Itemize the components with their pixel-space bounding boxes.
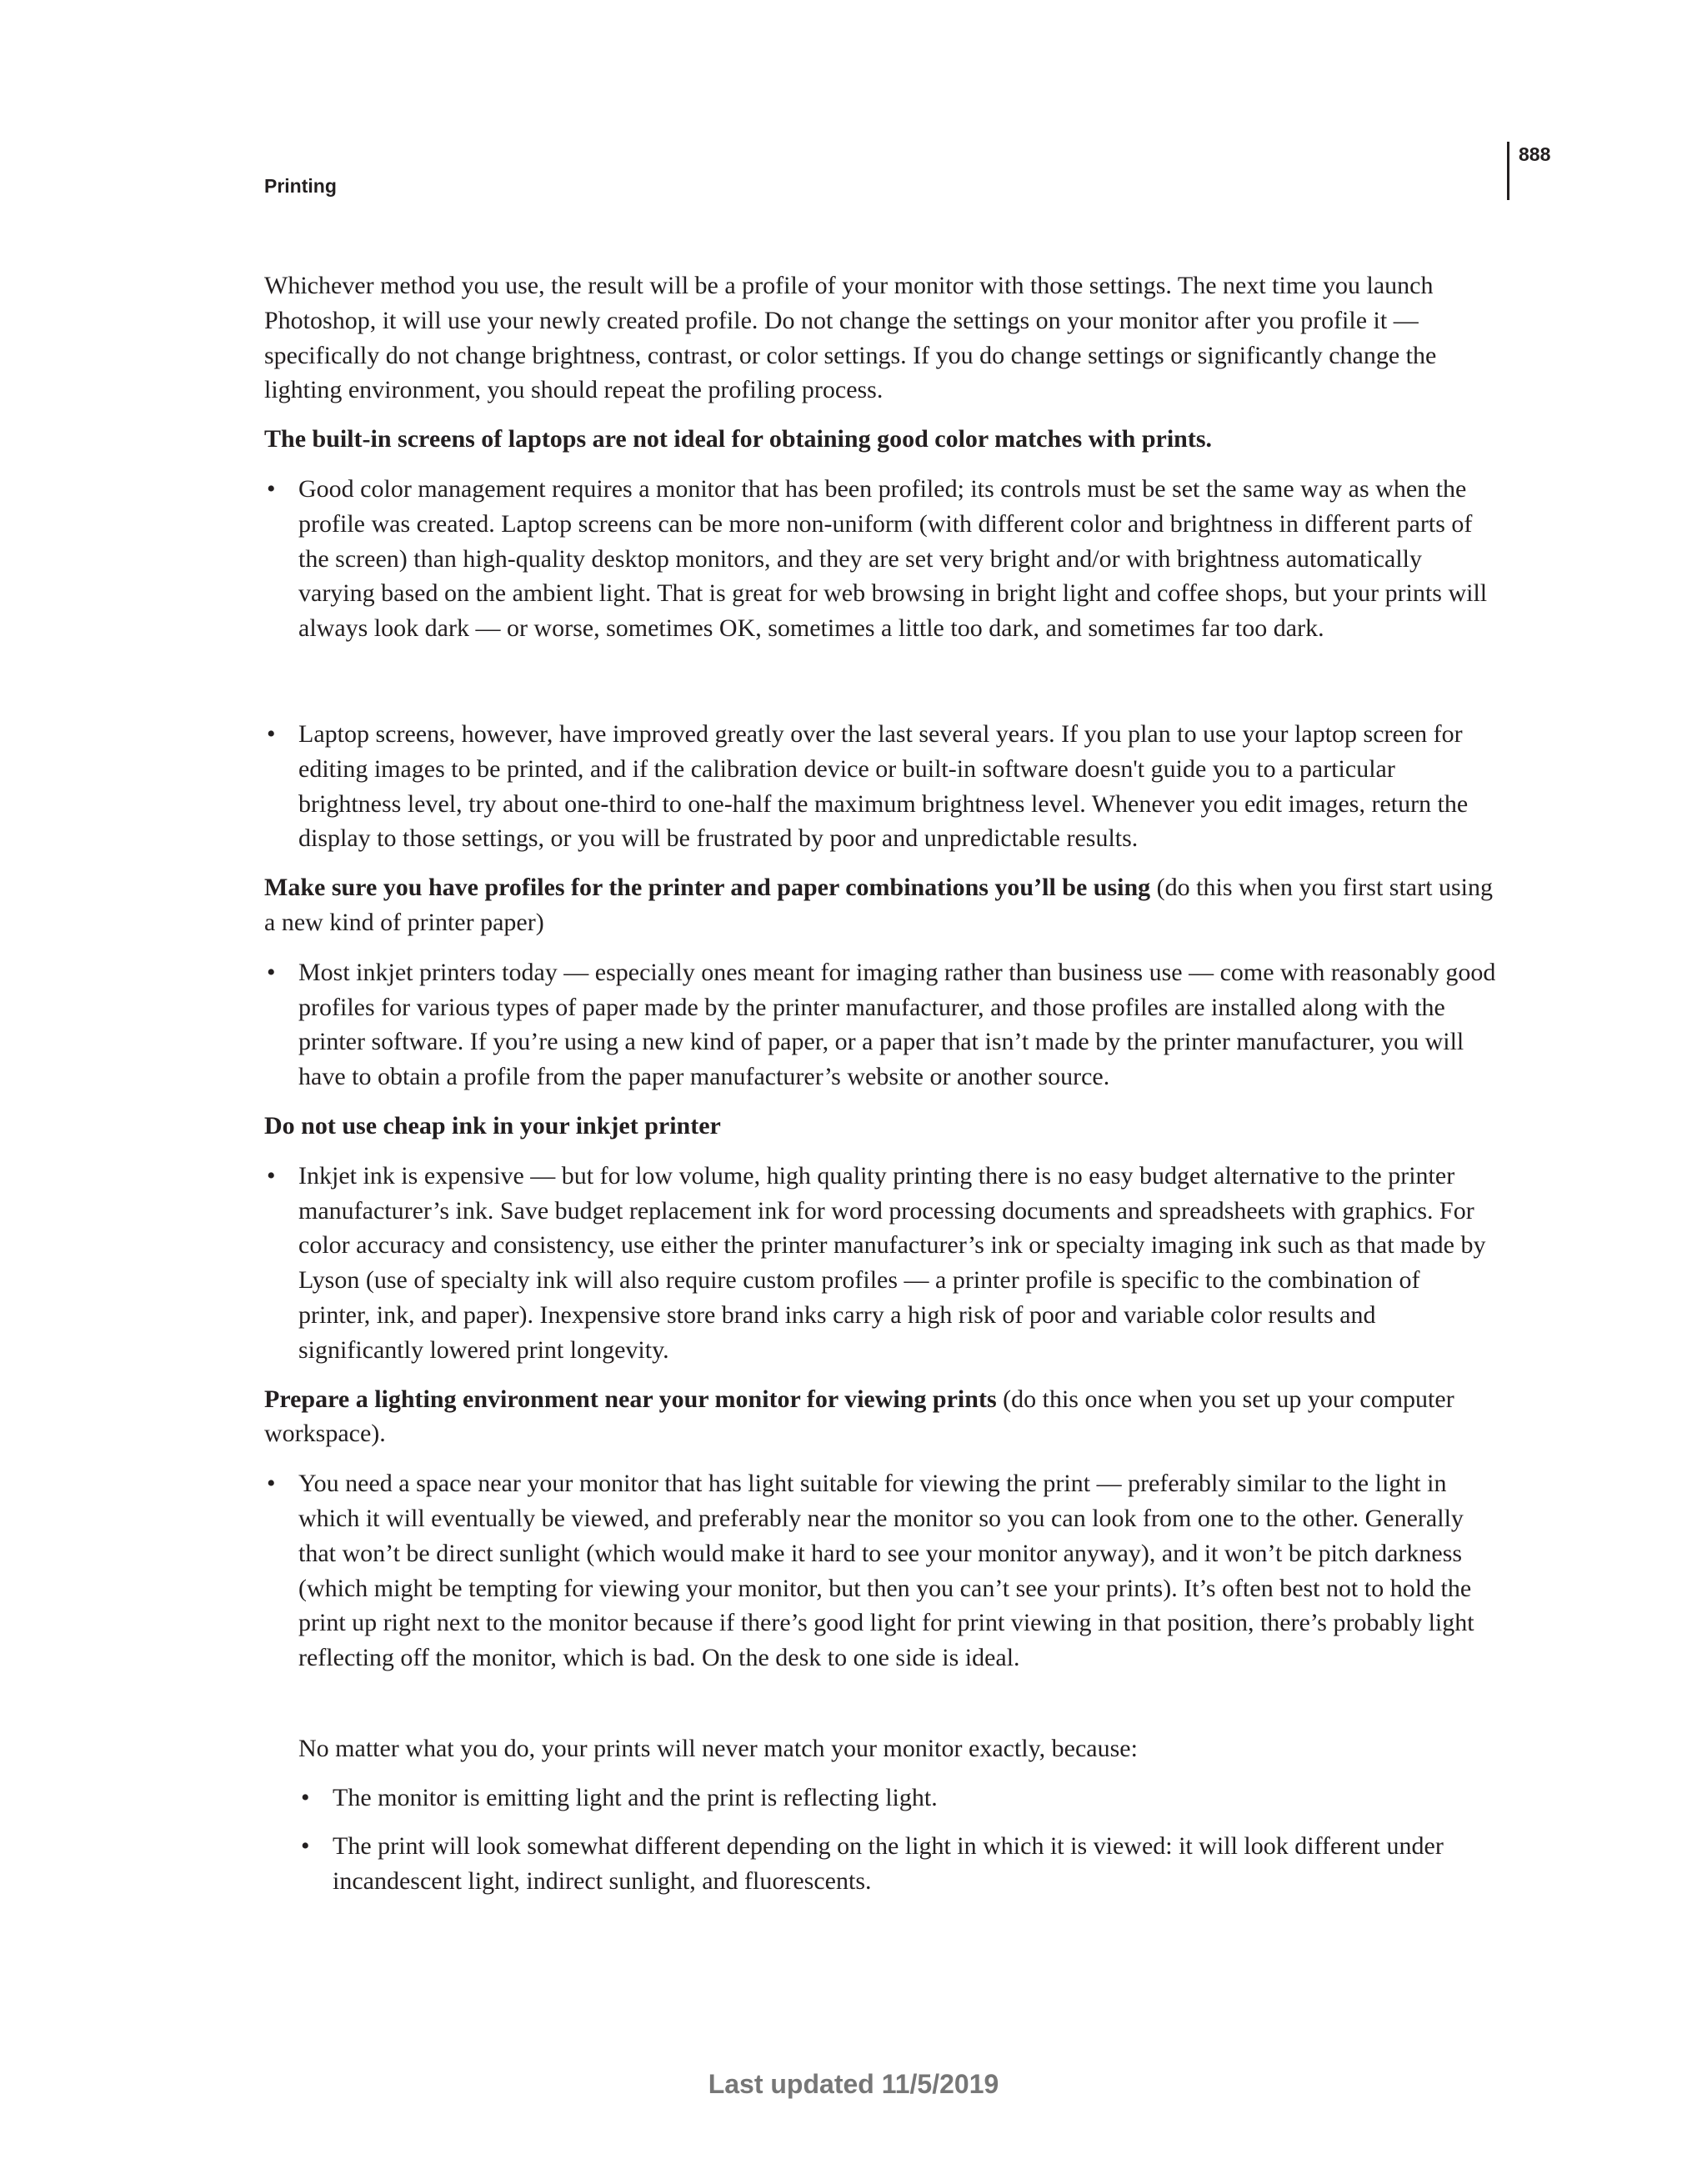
bullet-text: Most inkjet printers today — especially ones meant for imaging rather than business use — come with reasonably good profiles for various types of paper made by the printer manufacturer, and those profiles are installed along with the printer software. If you’re using a new kind of paper, or a paper that isn’t made by the printer manufacturer, you will have to obtain a profile from the paper manufacturer’s website or another source. (298, 958, 1496, 1091)
lighting-heading-bold: Prepare a lighting environment near your monitor for viewing prints (264, 1385, 997, 1413)
bullet-glyph: • (301, 1783, 310, 1811)
no-match-bullet-1 (298, 1781, 1498, 1816)
profiles-bullet (264, 955, 1498, 1095)
lighting-bullet (264, 1466, 1498, 1676)
ink-bullet (264, 1159, 1498, 1368)
laptops-bullet-1 (264, 472, 1498, 646)
bullet-glyph: • (267, 958, 276, 986)
laptops-heading: The built-in screens of laptops are not ideal for obtaining good color matches with prints. (264, 425, 1213, 453)
bullet-text: Inkjet ink is expensive — but for low volume, high quality printing there is no easy budget alternative to the printer manufacturer’s ink. Save budget replacement ink for word processing documents and spreadsheets with graphics. For color accuracy and consistency, use either the printer manufacturer’s ink or specialty imaging ink such as that made by Lyson (use of specialty ink will also require custom profiles — a printer profile is specific to the combination of printer, ink, and paper). Inexpensive store brand inks carry a high risk of poor and variable color results and significantly lowered print longevity. (298, 1161, 1486, 1364)
body-content (264, 268, 1498, 1913)
profiles-heading (264, 870, 1498, 940)
bullet-text: Laptop screens, however, have improved greatly over the last several years. If you plan to use your laptop screen for editing images to be printed, and if the calibration device or built-in software doesn't guide you to a particular brightness level, try about one-third to one-half the maximum brightness level. Whenever you edit images, return the display to those settings, or you will be frustrated by poor and unpredictable results. (298, 719, 1469, 853)
section-title: Printing (264, 175, 337, 197)
intro-paragraph: Whichever method you use, the result will be a profile of your monitor with those settings. The next time you launch Photoshop, it will use your newly created profile. Do not change the settings on your monitor after you profile it — specifically do not change brightness, contrast, or color settings. If you do change settings or significantly change the lighting environment, you should repeat the profiling process. (264, 272, 1437, 404)
bullet-text: The monitor is emitting light and the print is reflecting light. (333, 1783, 938, 1811)
laptops-bullet-2 (264, 717, 1498, 856)
bullet-glyph: • (267, 1470, 276, 1498)
bullet-text: The print will look somewhat different depending on the light in which it is viewed: it will look different under incandescent light, indirect sunlight, and fluorescents. (333, 1832, 1444, 1896)
lighting-heading-rest: (do this once when you set up your computer workspace). (264, 1385, 1454, 1448)
header-rule (1507, 142, 1509, 200)
profiles-heading-bold: Make sure you have profiles for the printer and paper combinations you’ll be using (264, 874, 1151, 902)
no-match-paragraph: No matter what you do, your prints will never match your monitor exactly, because: (298, 1734, 1138, 1762)
bullet-glyph: • (301, 1832, 310, 1861)
bullet-glyph: • (267, 1161, 276, 1190)
page-number: 888 (1519, 143, 1551, 165)
bullet-text: You need a space near your monitor that has light suitable for viewing the print — preferably similar to the light in which it will eventually be viewed, and preferably near the monitor so you can look from one to the other. Generally that won’t be direct sunlight (which would make it hard to see your monitor anyway), and it won’t be pitch darkness (which might be tempting for viewing your monitor, but then you can’t see your prints). It’s often best not to hold the print up right next to the monitor because if there’s good light for print viewing in that position, there’s probably light reflecting off the monitor, which is bad. On the desk to one side is ideal. (298, 1470, 1474, 1672)
last-updated-footer: Last updated 11/5/2019 (708, 2069, 999, 2099)
profiles-heading-rest: (do this when you first start using a new kind of printer paper) (264, 874, 1493, 936)
no-match-bullet-2 (298, 1829, 1498, 1899)
ink-heading: Do not use cheap ink in your inkjet printer (264, 1111, 721, 1140)
bullet-glyph: • (267, 474, 276, 503)
bullet-text: Good color management requires a monitor that has been profiled; its controls must be set the same way as when the profile was created. Laptop screens can be more non-uniform (with different color and brightness in different parts of the screen) than high-quality desktop monitors, and they are set very bright and/or with brightness automatically varying based on the ambient light. That is great for web browsing in bright light and coffee shops, but your prints will always look dark — or worse, sometimes OK, sometimes a little too dark, and sometimes far too dark. (298, 474, 1488, 643)
lighting-heading (264, 1382, 1498, 1452)
bullet-glyph: • (267, 719, 276, 748)
